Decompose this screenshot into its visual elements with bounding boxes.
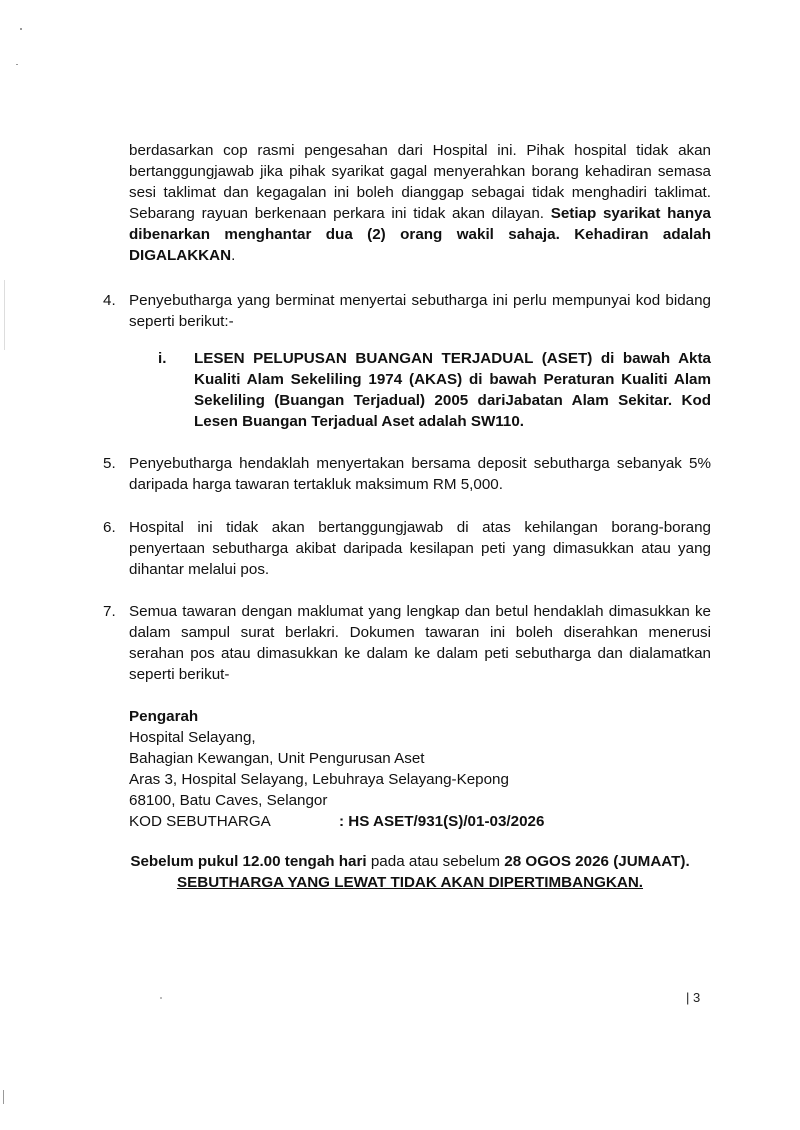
list-item-4 bbox=[103, 290, 711, 332]
sub-item-number: i. bbox=[158, 350, 167, 367]
closing-deadline-line bbox=[100, 851, 720, 872]
list-item-6 bbox=[103, 517, 711, 580]
address-block bbox=[129, 706, 689, 832]
deadline-connector: pada atau sebelum bbox=[366, 853, 505, 870]
item-number: 5. bbox=[103, 455, 116, 472]
kod-sebutharga-row bbox=[129, 811, 689, 832]
intro-paragraph bbox=[129, 140, 711, 266]
item-number: 4. bbox=[103, 292, 116, 309]
address-line: Hospital Selayang, bbox=[129, 729, 256, 746]
scan-speck bbox=[160, 997, 162, 999]
scan-edge-mark bbox=[4, 280, 5, 350]
kod-label: KOD SEBUTHARGA bbox=[129, 813, 271, 830]
list-item-7 bbox=[103, 601, 711, 685]
intro-tail: . bbox=[231, 247, 236, 264]
item-number: 6. bbox=[103, 519, 116, 536]
late-submission-warning: SEBUTHARGA YANG LEWAT TIDAK AKAN DIPERTIMBANGKAN. bbox=[176, 874, 644, 891]
item-number: 7. bbox=[103, 603, 116, 620]
intro-plain-text: berdasarkan cop rasmi pengesahan dari Hospital ini. Pihak hospital tidak akan bertanggungjawab jika pihak syarikat gagal menyerahkan borang kehadiran semasa sesi taklimat dan kegagalan ini boleh dianggap sebagai tidak menghadiri taklimat. Sebarang rayuan berkenaan perkara ini tidak akan dilayan. bbox=[129, 142, 711, 222]
sub-item-i bbox=[158, 348, 711, 432]
address-line: Aras 3, Hospital Selayang, Lebuhraya Selayang-Kepong bbox=[129, 771, 509, 788]
address-title: Pengarah bbox=[129, 708, 199, 725]
kod-value: : HS ASET/931(S)/01-03/2026 bbox=[339, 813, 545, 830]
closing-notice bbox=[100, 851, 720, 893]
intro-bold-text: Setiap syarikat hanya dibenarkan menghantar dua (2) orang wakil sahaja. Kehadiran adalah DIGALAKKAN bbox=[129, 205, 711, 264]
scan-speck bbox=[16, 64, 18, 65]
page-number: | 3 bbox=[686, 990, 701, 1005]
deadline-date: 28 OGOS 2026 (JUMAAT). bbox=[504, 853, 690, 870]
address-line: Bahagian Kewangan, Unit Pengurusan Aset bbox=[129, 750, 425, 767]
scan-edge-mark bbox=[3, 1090, 4, 1104]
item-text: Penyebutharga hendaklah menyertakan bersama deposit sebutharga sebanyak 5% daripada harga tawaran tertakluk maksimum RM 5,000. bbox=[129, 455, 711, 493]
scan-speck bbox=[20, 28, 22, 30]
deadline-time: Sebelum pukul 12.00 tengah hari bbox=[130, 853, 367, 870]
item-text: Penyebutharga yang berminat menyertai sebutharga ini perlu mempunyai kod bidang seperti berikut:- bbox=[129, 292, 711, 330]
list-item-5 bbox=[103, 453, 711, 495]
item-text: Hospital ini tidak akan bertanggungjawab di atas kehilangan borang-borang penyertaan sebutharga akibat daripada kesilapan peti yang dimasukkan atau yang dihantar melalui pos. bbox=[129, 519, 711, 578]
address-line: 68100, Batu Caves, Selangor bbox=[129, 792, 328, 809]
sub-item-text: LESEN PELUPUSAN BUANGAN TERJADUAL (ASET) di bawah Akta Kualiti Alam Sekeliling 1974 (AKAS) di bawah Peraturan Kualiti Alam Sekeliling (Buangan Terjadual) 2005 dariJabatan Alam Sekitar. Kod Lesen Buangan Terjadual Aset adalah SW110. bbox=[194, 350, 711, 430]
item-text: Semua tawaran dengan maklumat yang lengkap dan betul hendaklah dimasukkan ke dalam sampul surat berlakri. Dokumen tawaran ini boleh diserahkan menerusi serahan pos atau dimasukkan ke dalam ke dalam peti sebutharga dan dialamatkan seperti berikut- bbox=[129, 603, 711, 683]
